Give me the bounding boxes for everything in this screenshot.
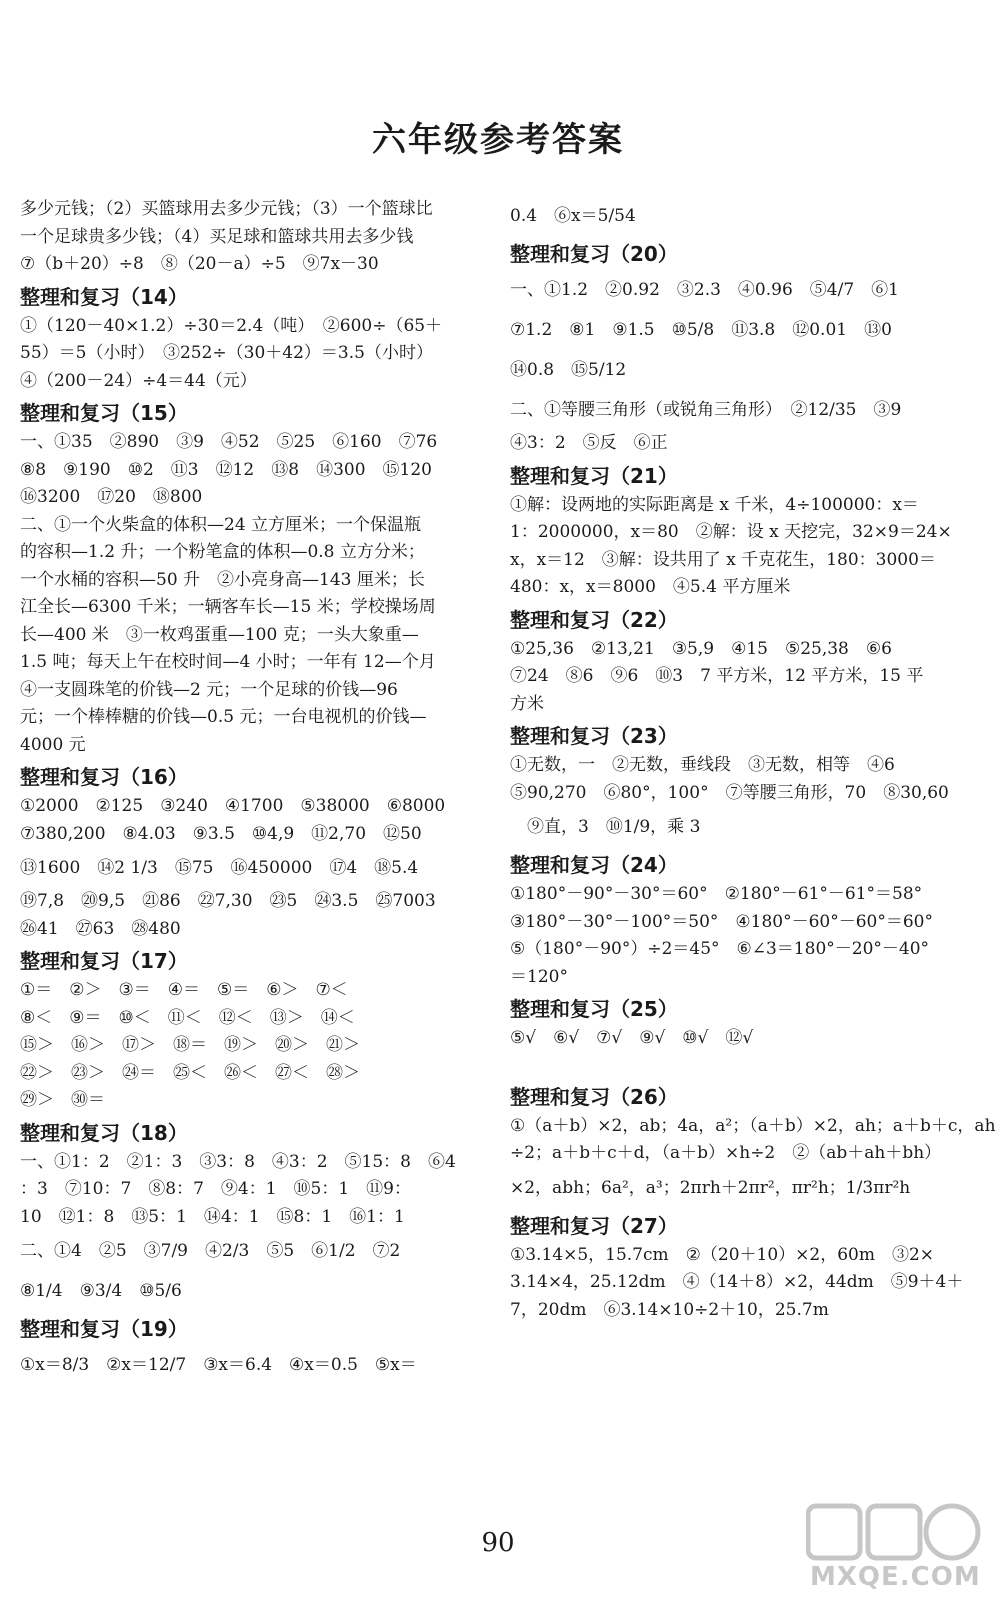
answer-line: 10 ⑫1：8 ⑬5：1 ⑭4：1 ⑮8：1 ⑯1：1 [20,1206,405,1227]
answer-line: ①3.14×5，15.7cm ②（20＋10）×2，60m ③2× [510,1244,935,1265]
answer-line: ÷2；a＋b＋c＋d，（a＋b）×h÷2 ②（ab＋ah＋bh） [510,1143,942,1163]
answer-line: 55）＝5（小时） ③252÷（30＋42）＝3.5（小时） [20,343,433,363]
watermark-logo [806,1502,982,1592]
answer-line: 多少元钱；（2）买篮球用去多少元钱；（3）一个篮球比 [20,199,433,219]
answer-line: 一、①1：2 ②1：3 ③3：8 ④3：2 ⑤15：8 ⑥4 [20,1151,456,1172]
answer-line: ：3 ⑦10：7 ⑧8：7 ⑨4：1 ⑩5：1 ⑪9： [20,1179,411,1199]
answer-line: 一个水桶的容积—50 升 ②小亮身高—143 厘米；长 [20,569,425,590]
section-heading: 整理和复习（21） [510,463,678,488]
answer-line: ④3：2 ⑤反 ⑥正 [510,433,668,453]
answer-line: 1.5 吨；每天上午在校时间—4 小时；一年有 12—个月 [20,652,436,672]
answer-line: ㉒＞ ㉓＞ ㉔＝ ㉕＜ ㉖＜ ㉗＜ ㉘＞ [20,1062,360,1083]
answer-line: ⑧8 ⑨190 ⑩2 ⑪3 ⑫12 ⑬8 ⑭300 ⑮120 [20,459,432,480]
answer-line: ⑧＜ ⑨＝ ⑩＜ ⑪＜ ⑫＜ ⑬＞ ⑭＜ [20,1007,355,1028]
answer-line: 7，20dm ⑥3.14×10÷2＋10，25.7m [510,1299,829,1320]
answer-line: ⑦380,200 ⑧4.03 ⑨3.5 ⑩4,9 ⑪2,70 ⑫50 [20,823,422,844]
answer-line: ①无数，一 ②无数，垂线段 ③无数，相等 ④6 [510,755,895,775]
section-heading: 整理和复习（25） [510,997,678,1021]
answer-line: ④一支圆珠笔的价钱—2 元；一个足球的价钱—96 [20,679,398,700]
answer-line: ⑦1.2 ⑧1 ⑨1.5 ⑩5/8 ⑪3.8 ⑫0.01 ⑬0 [510,320,892,340]
section-heading: 整理和复习（27） [510,1213,678,1238]
answer-line: ⑦（b＋20）÷8 ⑧（20－a）÷5 ⑨7x－30 [20,254,379,274]
answer-line: 方米 [510,693,544,714]
answer-line: ①2000 ②125 ③240 ④1700 ⑤38000 ⑥8000 [20,796,446,816]
answer-line: ①x＝8/3 ②x＝12/7 ③x＝6.4 ④x＝0.5 ⑤x＝ [20,1355,417,1375]
answer-line: ⑦24 ⑧6 ⑨6 ⑩3 7 平方米，12 平方米，15 平 [510,666,924,686]
answer-line: ㉖41 ㉗63 ㉘480 [20,918,181,939]
answer-line: 二、①等腰三角形（或锐角三角形） ②12/35 ③9 [510,400,902,420]
section-heading: 整理和复习（20） [510,242,678,266]
answer-line: 长—400 米 ③一枚鸡蛋重—100 克；一头大象重— [20,624,419,645]
answer-line: ⑤90,270 ⑥80°，100° ⑦等腰三角形，70 ⑧30,60 [510,782,949,803]
answer-line: ①＝ ②＞ ③＝ ④＝ ⑤＝ ⑥＞ ⑦＜ [20,980,348,1000]
section-heading: 整理和复习（17） [20,949,188,973]
section-heading: 整理和复习（15） [20,401,188,425]
answer-line: ④（200－24）÷4＝44（元） [20,370,257,391]
answer-line: ⑲7,8 ⑳9,5 ㉑86 ㉒7,30 ㉓5 ㉔3.5 ㉕7003 [20,891,436,911]
answer-line: 1：2000000，x＝80 ②解：设 x 天挖完，32×9＝24× [510,522,952,542]
answer-line: ㉙＞ ㉚＝ [20,1090,105,1110]
section-heading: 整理和复习（23） [510,724,678,748]
left-column [20,196,488,1385]
page-number: 90 [481,1528,515,1558]
answer-line: 江全长—6300 千米；一辆客车长—15 米；学校操场周 [20,597,436,617]
answer-line: ③180°－30°－100°＝50° ④180°－60°－60°＝60° [510,911,933,932]
answer-line: 4000 元 [20,734,86,755]
answer-line: ⑨直，3 ⑩1/9，乘 3 [510,817,701,837]
page-title: 六年级参考答案 [372,120,624,160]
answer-line: 二、①4 ②5 ③7/9 ④2/3 ⑤5 ⑥1/2 ⑦2 [20,1241,401,1261]
section-heading: 整理和复习（14） [20,284,188,309]
answer-line: 一、①1.2 ②0.92 ③2.3 ④0.96 ⑤4/7 ⑥1 [510,280,899,300]
answer-line: ⑧1/4 ⑨3/4 ⑩5/6 [20,1281,182,1301]
answer-line: 一个足球贵多少钱；（4）买足球和篮球共用去多少钱 [20,226,414,247]
answer-line: ①（120－40×1.2）÷30＝2.4（吨） ②600÷（65＋ [20,315,443,336]
answer-line: 0.4 ⑥x＝5/54 [510,206,636,226]
answer-line: ⑤√ ⑥√ ⑦√ ⑨√ ⑩√ ⑫√ [510,1028,754,1048]
answer-line: 二、①一个火柴盒的体积—24 立方厘米；一个保温瓶 [20,514,422,535]
answer-line: ①（a＋b）×2，ab；4a，a²；（a＋b）×2，ah；a＋b＋c，ah [510,1115,996,1136]
watermark-text: MXQE.COM [810,1562,981,1592]
section-heading: 整理和复习（22） [510,607,678,632]
section-heading: 整理和复习（26） [510,1084,678,1109]
section-heading: 整理和复习（16） [20,765,188,789]
answer-line: 一、①35 ②890 ③9 ④52 ⑤25 ⑥160 ⑦76 [20,432,438,452]
answer-line: ⑮＞ ⑯＞ ⑰＞ ⑱＝ ⑲＞ ⑳＞ ㉑＞ [20,1035,360,1055]
answer-line: ①180°－90°－30°＝60° ②180°－61°－61°＝58° [510,884,923,904]
answer-line: 的容积—1.2 升；一个粉笔盒的体积—0.8 立方分米； [20,542,425,562]
answer-line: ⑤（180°－90°）÷2＝45° ⑥∠3＝180°－20°－40° [510,939,930,959]
watermark-stamp-icon [806,1502,982,1566]
section-heading: 整理和复习（19） [20,1317,188,1341]
answer-line: 元；一个棒棒糖的价钱—0.5 元；一台电视机的价钱— [20,707,427,727]
answer-line: 480：x，x＝8000 ④5.4 平方厘米 [510,577,791,597]
answer-line: ⑯3200 ⑰20 ⑱800 [20,487,203,507]
answer-line: 3.14×4，25.12dm ④（14＋8）×2，44dm ⑤9＋4＋ [510,1272,964,1292]
answer-line: ＝120° [510,966,568,987]
spacer [510,1053,986,1079]
answer-line: ①25,36 ②13,21 ③5,9 ④15 ⑤25,38 ⑥6 [510,638,892,659]
answer-line: ⑭0.8 ⑮5/12 [510,360,627,380]
answer-line: ①解：设两地的实际距离是 x 千米，4÷100000：x＝ [510,494,919,515]
answer-line: x，x＝12 ③解：设共用了 x 千克花生，180：3000＝ [510,549,936,570]
section-heading: 整理和复习（18） [20,1120,188,1145]
answer-line: ⑬1600 ⑭2 1/3 ⑮75 ⑯450000 ⑰4 ⑱5.4 [20,858,419,878]
right-column [510,196,996,1324]
section-heading: 整理和复习（24） [510,853,678,877]
answer-line: ×2，abh；6a²，a³；2πrh＋2πr²，πr²h；1/3πr²h [510,1177,911,1198]
